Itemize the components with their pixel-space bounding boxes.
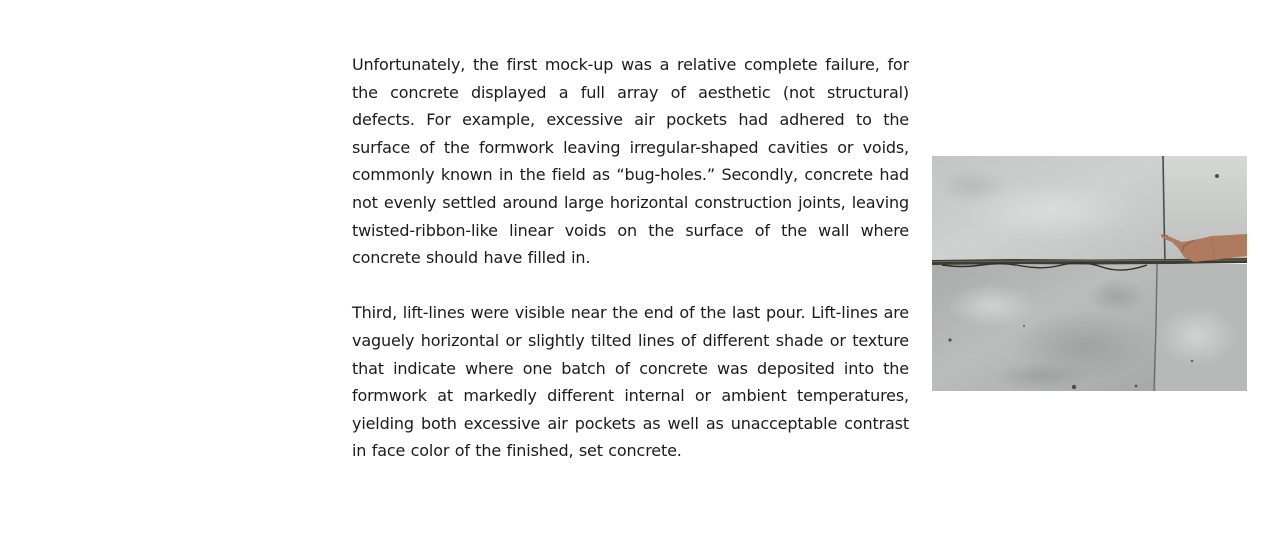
paragraph-1: Unfortunately, the first mock-up was a relative complete failure, for the concrete displayed a full array of aesthetic (not structural) defects. For example, excessive air pockets had adhered to the surface of the formwork leaving irregular-shaped cavities or voids, commonly known in the field as “bug-holes.” Secondly, concrete had not evenly settled around large horizontal construction joints, leaving twisted-ribbon-like linear voids on the surface of the wall where concrete should have filled in. — [352, 55, 909, 268]
concrete-wall-image — [932, 156, 1247, 391]
concrete-wall-photo — [932, 156, 1247, 391]
paragraph-2: Third, lift-lines were visible near the end of the last pour. Lift-lines are vaguely horizontal or slightly tilted lines of different shade or texture that indicate where one batch of concrete was deposited into the formwork at markedly different internal or ambient temperatures, yielding both excessive air pockets as well as unacceptable contrast in face color of the finished, set concrete. — [352, 303, 909, 461]
text-column — [352, 51, 909, 465]
